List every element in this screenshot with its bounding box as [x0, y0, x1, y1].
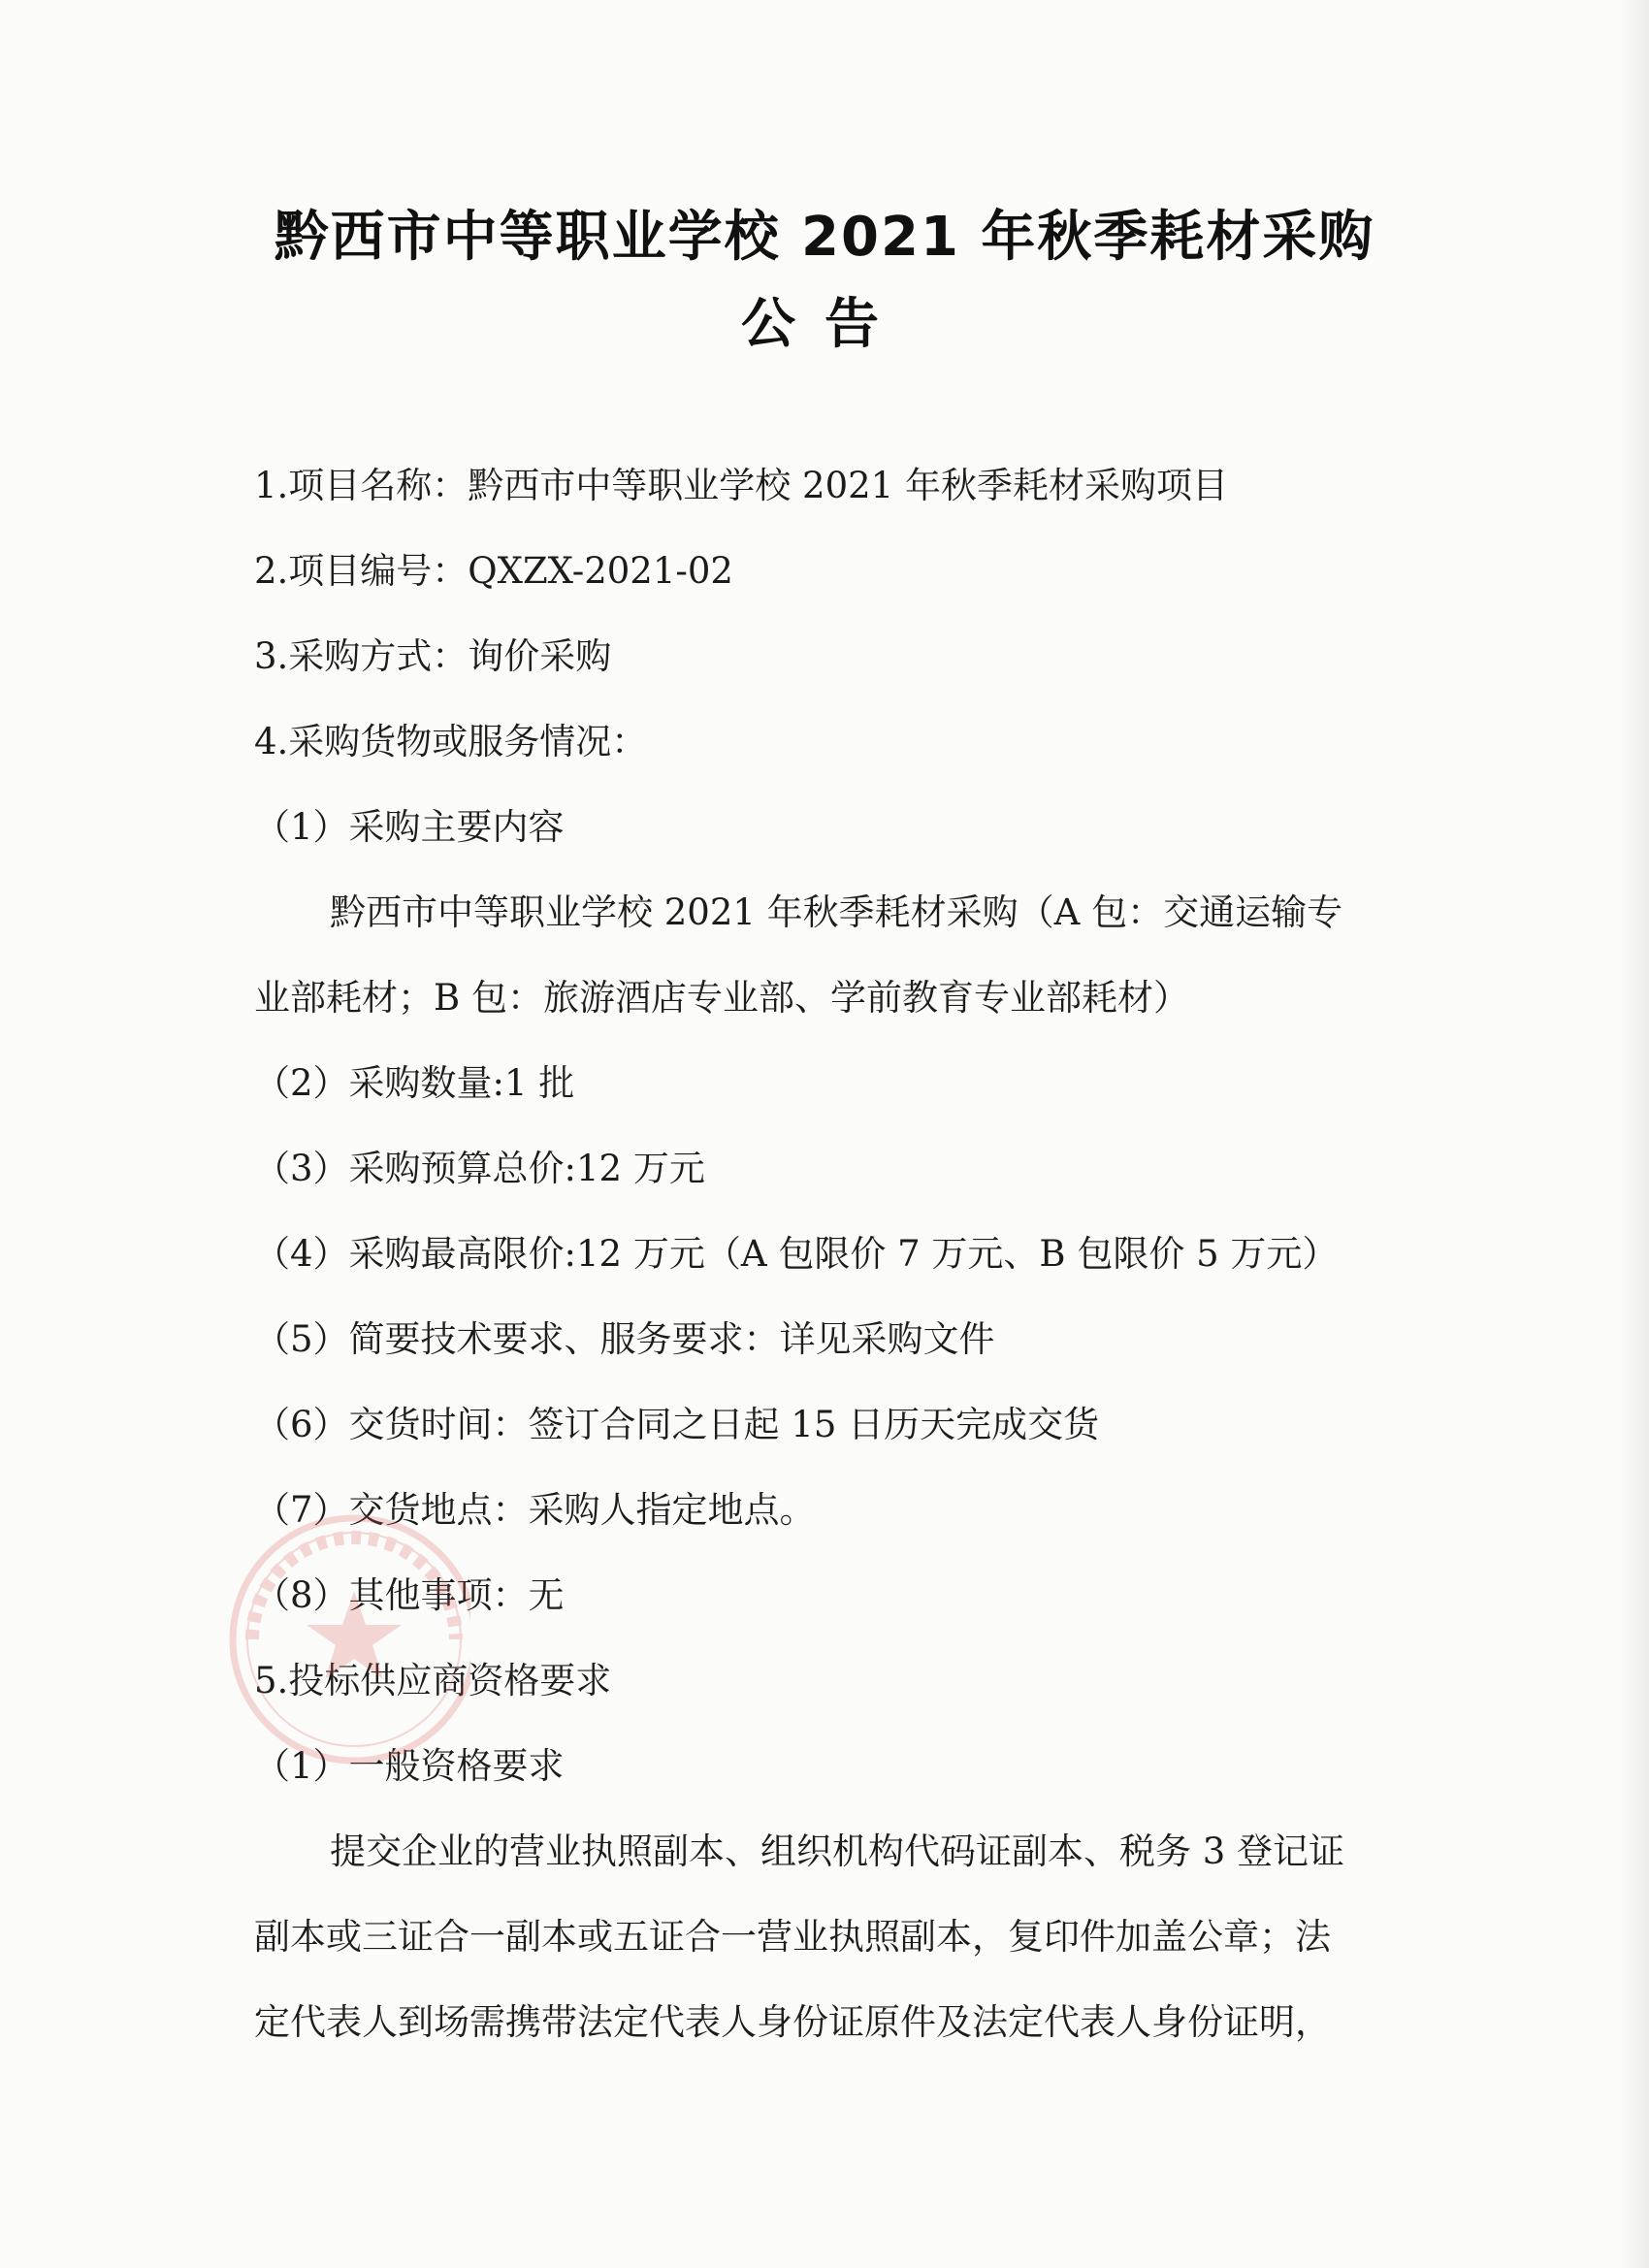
official-seal-stamp [209, 1494, 470, 1775]
procurement-method-line: 3.采购方式：询价采购 [254, 635, 612, 677]
title-line-2: 公告 [741, 293, 908, 356]
budget-line: （3）采购预算总价:12 万元 [254, 1148, 705, 1189]
max-price-line: （4）采购最高限价:12 万元（A 包限价 7 万元、B 包限价 5 万元） [254, 1233, 1339, 1275]
qualification-text-1: 提交企业的营业执照副本、组织机构代码证副本、税务 3 登记证 [330, 1831, 1345, 1872]
qualification-heading: 5.投标供应商资格要求 [254, 1660, 612, 1701]
tech-requirements-line: （5）简要技术要求、服务要求：详见采购文件 [254, 1318, 995, 1360]
goods-services-heading: 4.采购货物或服务情况： [254, 721, 648, 762]
qualification-text-2: 副本或三证合一副本或五证合一营业执照副本，复印件加盖公章；法 [254, 1916, 1331, 1958]
general-qualification-heading: （1）一般资格要求 [254, 1745, 565, 1787]
quantity-line: （2）采购数量:1 批 [254, 1062, 575, 1104]
other-matters-line: （8）其他事项：无 [254, 1574, 565, 1616]
main-content-text-2: 业部耗材；B 包：旅游酒店专业部、学前教育专业部耗材） [254, 977, 1189, 1019]
project-name-line: 1.项目名称：黔西市中等职业学校 2021 年秋季耗材采购项目 [254, 465, 1228, 506]
title-line-1: 黔西市中等职业学校 2021 年秋季耗材采购 [274, 206, 1375, 269]
delivery-time-line: （6）交货时间：签订合同之日起 15 日历天完成交货 [254, 1404, 1100, 1445]
delivery-location-line: （7）交货地点：采购人指定地点。 [254, 1489, 816, 1531]
main-content-text-1: 黔西市中等职业学校 2021 年秋季耗材采购（A 包：交通运输专 [330, 891, 1343, 933]
main-content-heading: （1）采购主要内容 [254, 806, 565, 848]
qualification-text-3: 定代表人到场需携带法定代表人身份证原件及法定代表人身份证明， [254, 2001, 1331, 2043]
project-number-line: 2.项目编号：QXZX-2021-02 [254, 550, 733, 592]
